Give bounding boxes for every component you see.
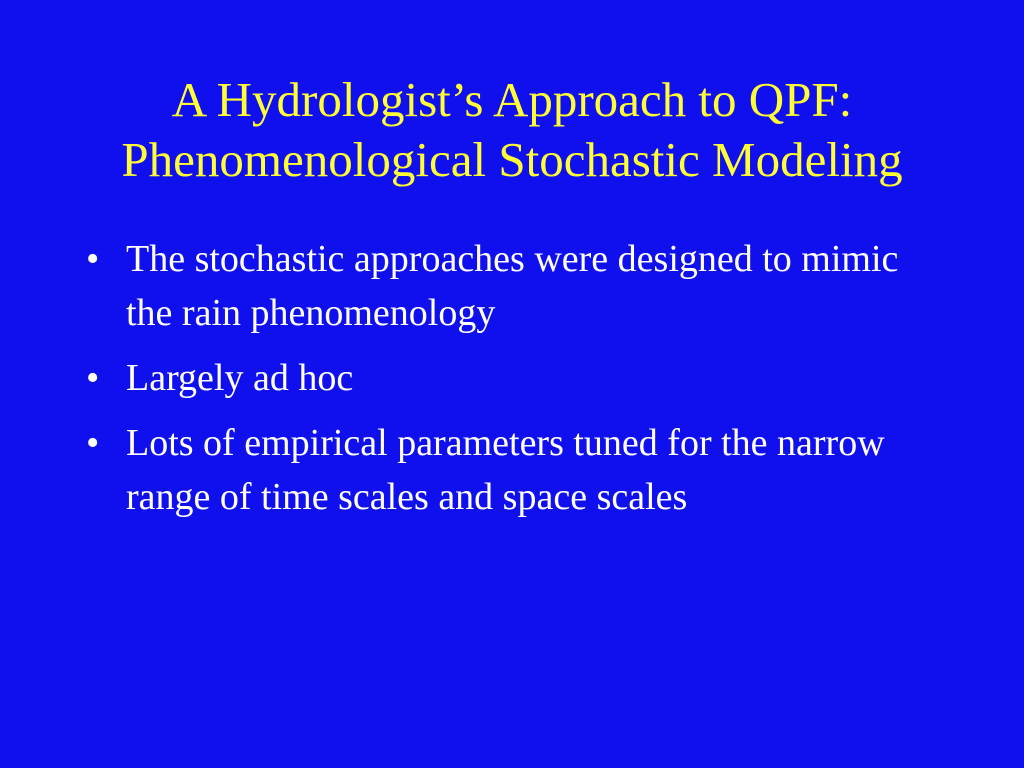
bullet-text: Largely ad hoc xyxy=(126,357,354,399)
bullet-item xyxy=(82,232,942,340)
bullet-marker-icon: • xyxy=(86,357,100,399)
bullet-list xyxy=(82,232,942,535)
slide-title-line-1: A Hydrologist’s Approach to QPF: xyxy=(171,72,853,127)
slide-title xyxy=(40,70,984,190)
bullet-marker-icon: • xyxy=(86,238,100,280)
bullet-text: Lots of empirical parameters tuned for the narrow range of time scales and space scales xyxy=(126,422,885,518)
bullet-item xyxy=(82,351,942,405)
slide-title-line-2: Phenomenological Stochastic Modeling xyxy=(121,132,903,187)
bullet-item xyxy=(82,416,942,524)
bullet-marker-icon: • xyxy=(86,422,100,464)
bullet-text: The stochastic approaches were designed to mimic the rain phenomenology xyxy=(126,238,899,334)
